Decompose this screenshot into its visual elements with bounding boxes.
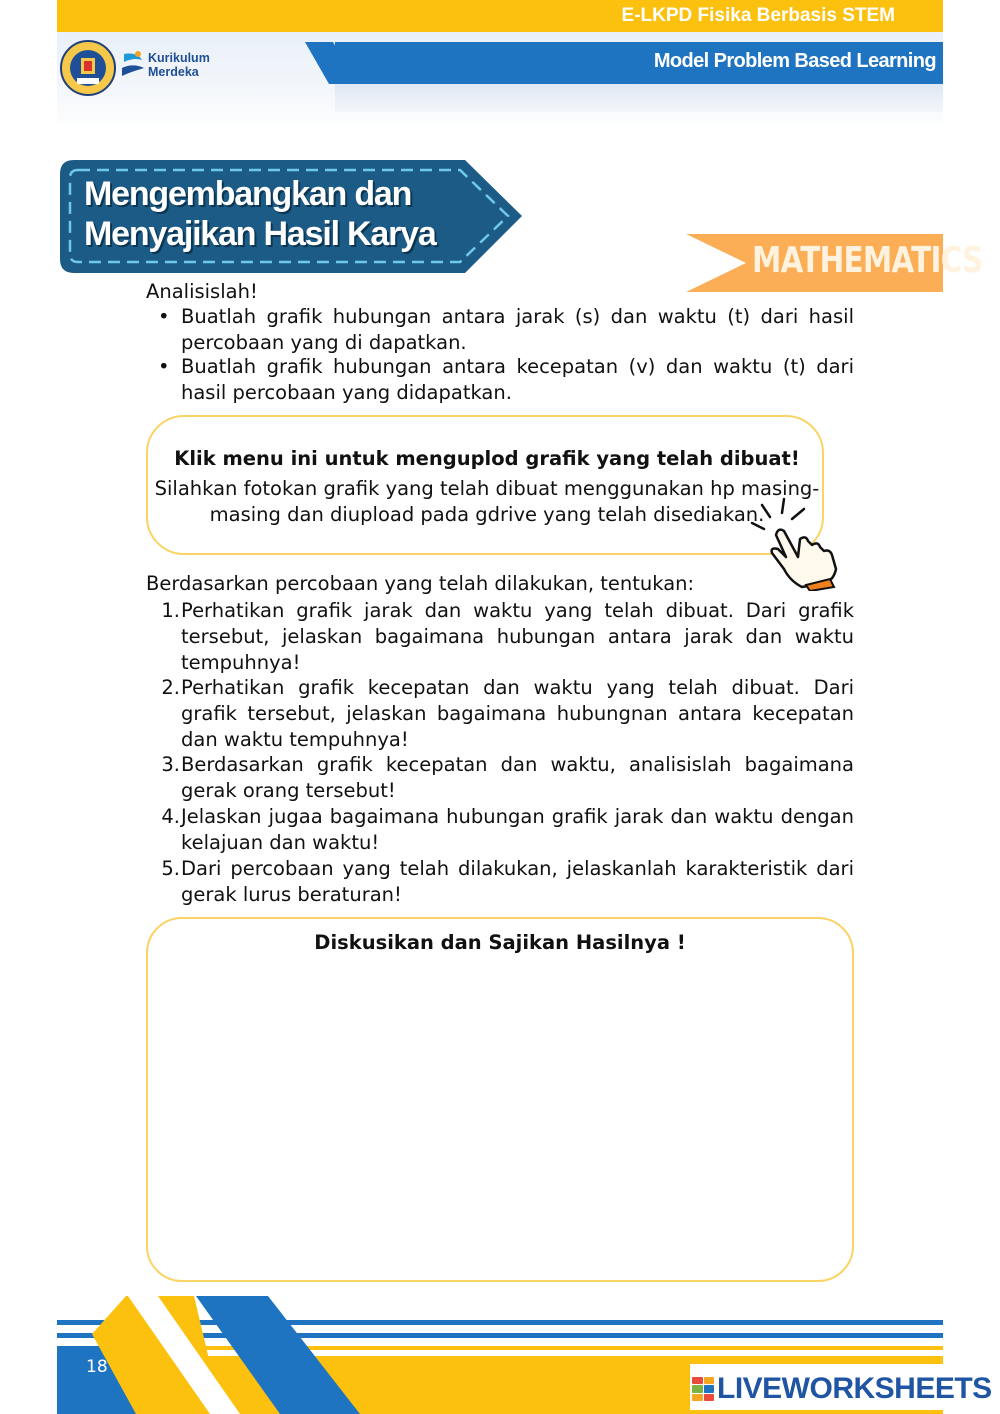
question-item-5 [158, 856, 854, 908]
logo-text-line1: Kurikulum [148, 51, 210, 65]
mathematics-ribbon-label: MATHEMATICS [752, 240, 983, 281]
section-title-line2: Menyajikan Hasil Karya [84, 215, 436, 253]
question-item-2 [158, 675, 854, 752]
kurikulum-merdeka-logo-icon [120, 50, 146, 82]
liveworksheets-brand: LIVEWORKSHEETS [717, 1372, 992, 1405]
discussion-title: Diskusikan dan Sajikan Hasilnya ! [314, 931, 686, 954]
analysis-bullet-text: Buatlah grafik hubungan antara jarak (s) dan waktu (t) dari hasil percobaan yang di dapatkan. [181, 305, 854, 354]
question-item-1 [158, 598, 854, 675]
unp-seal-icon [60, 40, 116, 96]
logo-square-orange [704, 1377, 715, 1384]
page-number: 18 [86, 1357, 108, 1377]
analysis-bullet-1 [158, 304, 854, 356]
question-number: 5. [161, 857, 180, 880]
section-title [84, 174, 436, 254]
logo-square-yellow [692, 1394, 703, 1401]
question-number: 3. [161, 753, 180, 776]
analysis-intro: Analisislah! [146, 280, 258, 303]
question-item-4 [158, 804, 854, 856]
header-fade [335, 84, 943, 112]
liveworksheets-logo-icon [692, 1377, 714, 1401]
logo-text-line2: Merdeka [148, 65, 199, 79]
kurikulum-merdeka-text [148, 51, 210, 79]
logo-square-blue [704, 1385, 715, 1392]
discussion-answer-box[interactable] [146, 917, 854, 1282]
logo-square-red2 [704, 1394, 715, 1401]
question-number: 4. [161, 805, 180, 828]
questions-intro: Berdasarkan percobaan yang telah dilakukan, tentukan: [146, 572, 695, 595]
upload-description[interactable]: Silahkan fotokan grafik yang telah dibuat menggunakan hp masing-masing dan diupload pada gdrive yang telah disediakan. [154, 477, 820, 526]
header-stripes [305, 42, 535, 84]
question-text: Dari percobaan yang telah dilakukan, jelaskanlah karakteristik dari gerak lurus beraturan! [181, 857, 854, 906]
bullet-dot: • [158, 355, 170, 378]
header-subtitle: Model Problem Based Learning [653, 50, 936, 72]
question-text: Jelaskan jugaa bagaimana hubungan grafik jarak dan waktu dengan kelajuan dan waktu! [181, 805, 854, 854]
header-title: E-LKPD Fisika Berbasis STEM [621, 5, 895, 26]
upload-title[interactable]: Klik menu ini untuk menguplod grafik yang telah dibuat! [174, 447, 800, 470]
question-item-3 [158, 752, 854, 804]
question-text: Perhatikan grafik kecepatan dan waktu yang telah dibuat. Dari grafik tersebut, jelaskan bagaimana hubungnan antara kecepatan dan waktu tempuhnya! [181, 676, 854, 751]
question-text: Berdasarkan grafik kecepatan dan waktu, analisislah bagaimana gerak orang tersebut! [181, 753, 854, 802]
question-number: 1. [161, 599, 180, 622]
logo-square-green [692, 1385, 703, 1392]
pointing-hand-icon[interactable] [750, 495, 842, 591]
bullet-dot: • [158, 305, 170, 328]
question-number: 2. [161, 676, 180, 699]
liveworksheets-logo [692, 1372, 992, 1406]
analysis-bullet-text: Buatlah grafik hubungan antara kecepatan (v) dan waktu (t) dari hasil percobaan yang didapatkan. [181, 355, 854, 404]
logo-square-red [692, 1377, 703, 1384]
analysis-bullet-2 [158, 354, 854, 406]
question-text: Perhatikan grafik jarak dan waktu yang telah dibuat. Dari grafik tersebut, jelaskan bagaimana hubungan antara jarak dan waktu tempuhnya! [181, 599, 854, 674]
section-title-line1: Mengembangkan dan [84, 175, 412, 213]
